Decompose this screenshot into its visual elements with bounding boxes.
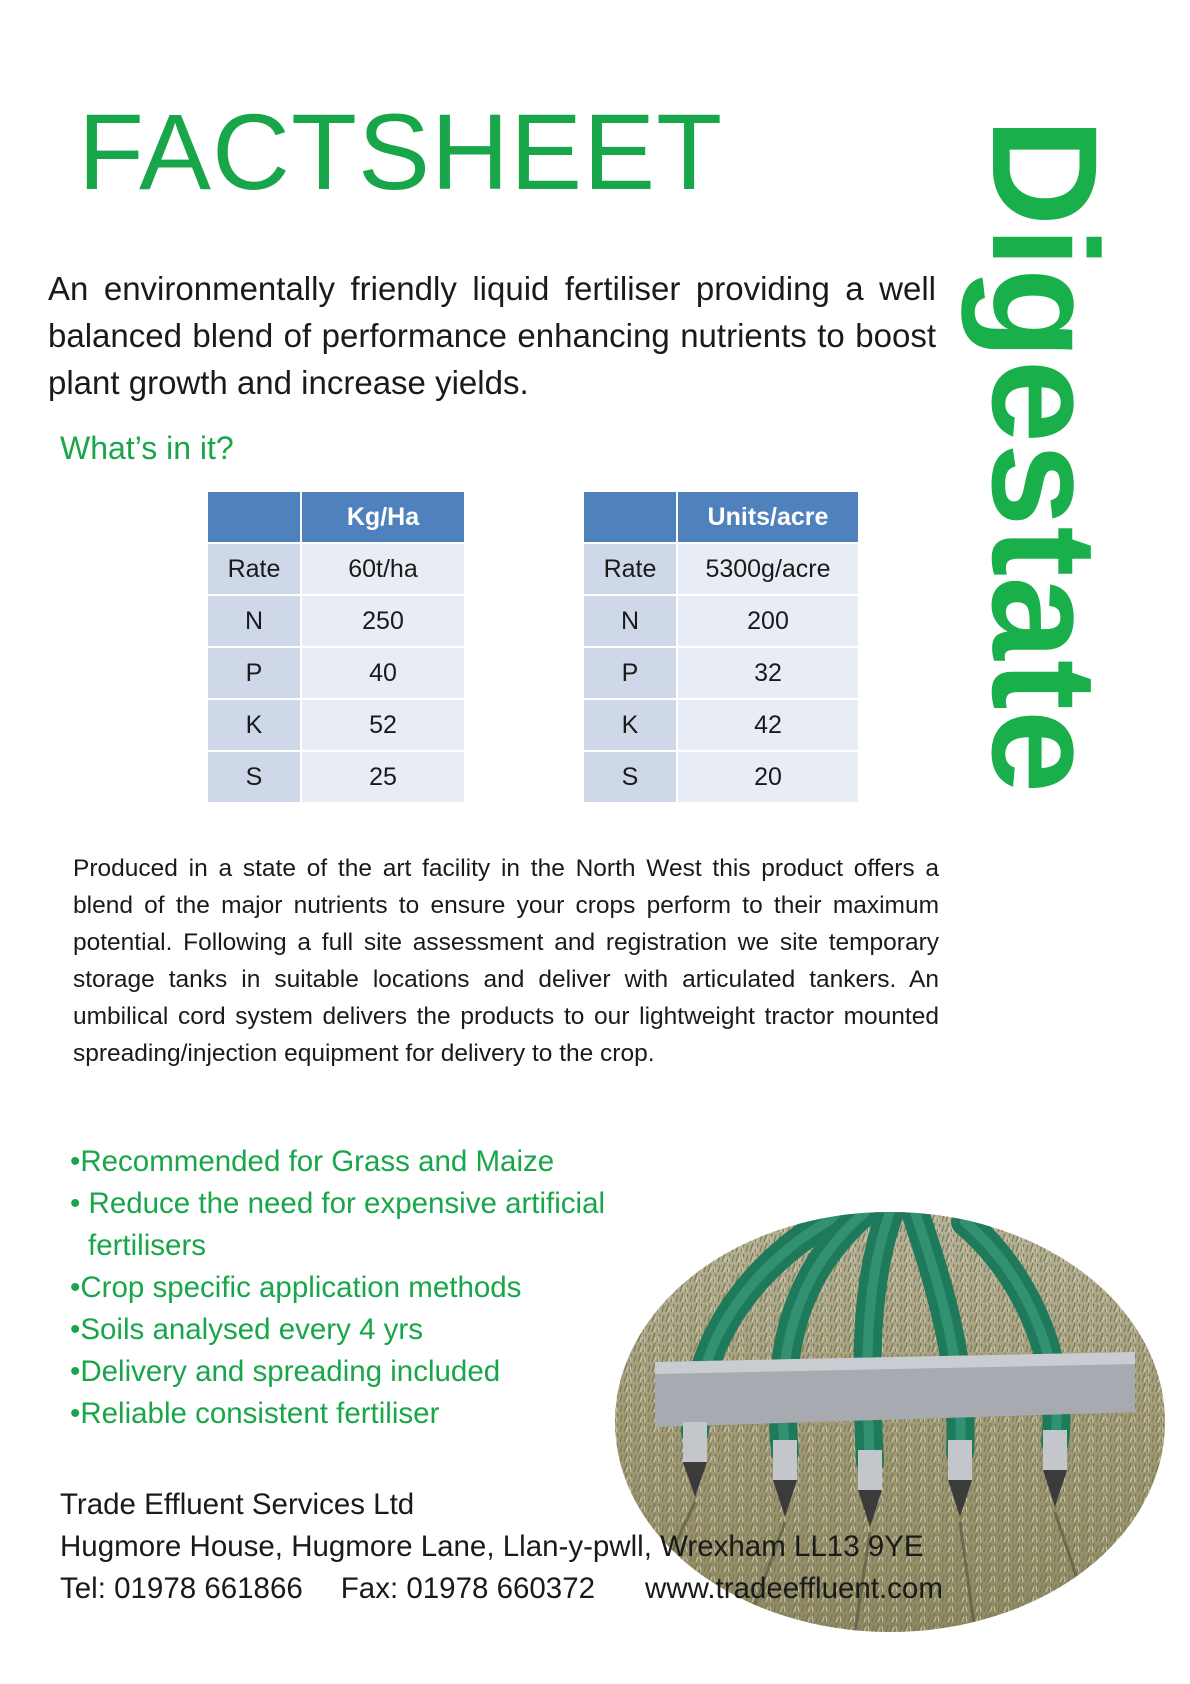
contact-line xyxy=(60,1568,943,1610)
row-label: K xyxy=(583,699,677,751)
table-row xyxy=(207,751,465,803)
list-item: •Soils analysed every 4 yrs xyxy=(70,1313,424,1346)
table-row xyxy=(207,595,465,647)
table-header-cell: Units/acre xyxy=(677,491,859,543)
section-heading: What’s in it? xyxy=(60,430,234,466)
feature-list xyxy=(70,1141,690,1435)
row-value: 20 xyxy=(677,751,859,803)
intro-paragraph: An environmentally friendly liquid fertiliser providing a well balanced blend of performance enhancing nutrients to boost plant growth and increase yields. xyxy=(48,270,936,401)
row-label: Rate xyxy=(583,543,677,595)
list-item: •Crop specific application methods xyxy=(70,1271,522,1304)
row-value: 60t/ha xyxy=(301,543,465,595)
row-label: S xyxy=(207,751,301,803)
row-label: N xyxy=(583,595,677,647)
nutrient-table-kg-ha xyxy=(206,490,466,804)
company-address: Hugmore House, Hugmore Lane, Llan-y-pwll, Wrexham LL13 9YE xyxy=(60,1530,924,1563)
table-row xyxy=(583,543,859,595)
list-item: •Delivery and spreading included xyxy=(70,1355,501,1388)
row-label: K xyxy=(207,699,301,751)
contact-block xyxy=(60,1484,943,1610)
row-label: N xyxy=(207,595,301,647)
row-value: 5300g/acre xyxy=(677,543,859,595)
row-label: P xyxy=(207,647,301,699)
table-header-row xyxy=(207,491,465,543)
list-item: •Reliable consistent fertiliser xyxy=(70,1397,440,1430)
row-value: 250 xyxy=(301,595,465,647)
digestate-vertical-title: Digestate xyxy=(961,118,1129,794)
table-header-cell xyxy=(583,491,677,543)
nutrient-table-units-acre xyxy=(582,490,860,804)
website-link[interactable]: www.tradeeffluent.com xyxy=(645,1572,943,1605)
row-value: 40 xyxy=(301,647,465,699)
list-item: • Reduce the need for expensive artificial fertilisers xyxy=(70,1187,606,1262)
table-row xyxy=(583,699,859,751)
list-item: •Recommended for Grass and Maize xyxy=(70,1145,555,1178)
row-value: 52 xyxy=(301,699,465,751)
product-description: Produced in a state of the art facility in the North West this product offers a blend of the major nutrients to ensure your crops perform to their maximum potential. Following a full site assessment and registration we site temporary storage tanks in suitable locations and deliver with articulated tankers. An umbilical cord system delivers the products to our lightweight tractor mounted spreading/injection equipment for delivery to the crop. xyxy=(73,855,939,1067)
row-value: 32 xyxy=(677,647,859,699)
table-row xyxy=(583,595,859,647)
row-value: 200 xyxy=(677,595,859,647)
table-row xyxy=(583,751,859,803)
table-row xyxy=(207,647,465,699)
row-label: Rate xyxy=(207,543,301,595)
row-value: 25 xyxy=(301,751,465,803)
table-row xyxy=(207,699,465,751)
table-header-cell: Kg/Ha xyxy=(301,491,465,543)
table-header-cell xyxy=(207,491,301,543)
table-header-row xyxy=(583,491,859,543)
row-value: 42 xyxy=(677,699,859,751)
fax: Fax: 01978 660372 xyxy=(340,1572,596,1605)
table-row xyxy=(207,543,465,595)
table-row xyxy=(583,647,859,699)
row-label: P xyxy=(583,647,677,699)
telephone: Tel: 01978 661866 xyxy=(60,1572,303,1605)
company-name: Trade Effluent Services Ltd xyxy=(60,1488,415,1521)
factsheet-title: FACTSHEET xyxy=(78,91,724,212)
row-label: S xyxy=(583,751,677,803)
